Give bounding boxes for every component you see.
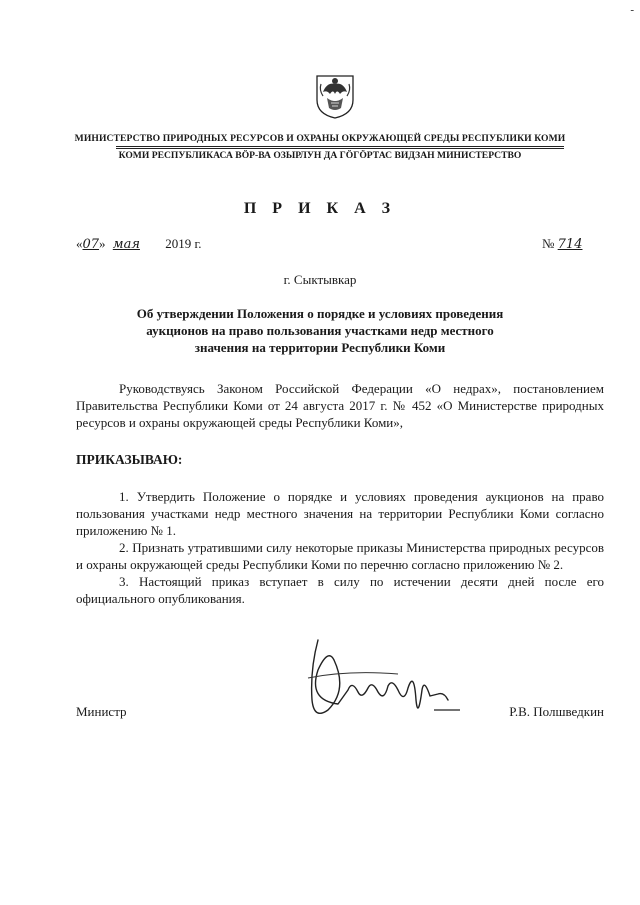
coat-of-arms-icon [313,70,357,120]
number-value: 714 [557,237,583,252]
document-number [542,236,582,252]
signatory-name: Р.В. Полшведкин [509,704,604,719]
order-items [76,488,604,607]
document-subject: Об утверждении Положения о порядке и условиях проведения аукционов на право пользования участками недр местного значения на территории Республики Коми [136,306,504,355]
date-year: 2019 г. [165,236,202,251]
ministry-name-komi: КОМИ РЕСПУБЛИКАСА ВӦР-ВА ОЗЫРЛУН ДА ГӦГӦРТАС ВИДЗАН МИНИСТЕРСТВО [118,150,522,161]
document-date [76,236,202,252]
date-quote-close: » [99,236,106,251]
header-rule-top [116,146,564,147]
document-title: П Р И К А З [243,200,397,217]
order-item: 1. Утвердить Положение о порядке и условиях проведения аукционов на право пользования участками недр местного значения на территории Республики Коми согласно приложению № 1. [76,489,604,538]
header-rule-bottom [116,148,564,149]
date-day: 07 [82,237,100,252]
preamble-paragraph: Руководствуясь Законом Российской Федерации «О недрах», постановлением Правительства Республики Коми от 24 августа 2017 г. № 452 «О Министерстве природных ресурсов и охраны окружающей среды Республики Коми», [76,381,604,430]
corner-mark: - [630,4,634,16]
order-item: 2. Признать утратившими силу некоторые приказы Министерства природных ресурсов и охраны окружающей среды Республики Коми по перечню согласно приложению № 2. [76,540,604,572]
order-word: ПРИКАЗЫВАЮ: [76,452,183,467]
document-city: г. Сыктывкар [283,272,357,287]
order-item: 3. Настоящий приказ вступает в силу по истечении десяти дней после его официального опубликования. [76,574,604,606]
signatory-position: Министр [76,704,127,719]
handwritten-signature [288,630,468,730]
ministry-name-ru: МИНИСТЕРСТВО ПРИРОДНЫХ РЕСУРСОВ И ОХРАНЫ ОКРУЖАЮЩЕЙ СРЕДЫ РЕСПУБЛИКИ КОМИ [74,133,566,144]
number-prefix: № [542,236,555,251]
date-month: мая [112,237,140,252]
date-quote-open: « [76,236,83,251]
